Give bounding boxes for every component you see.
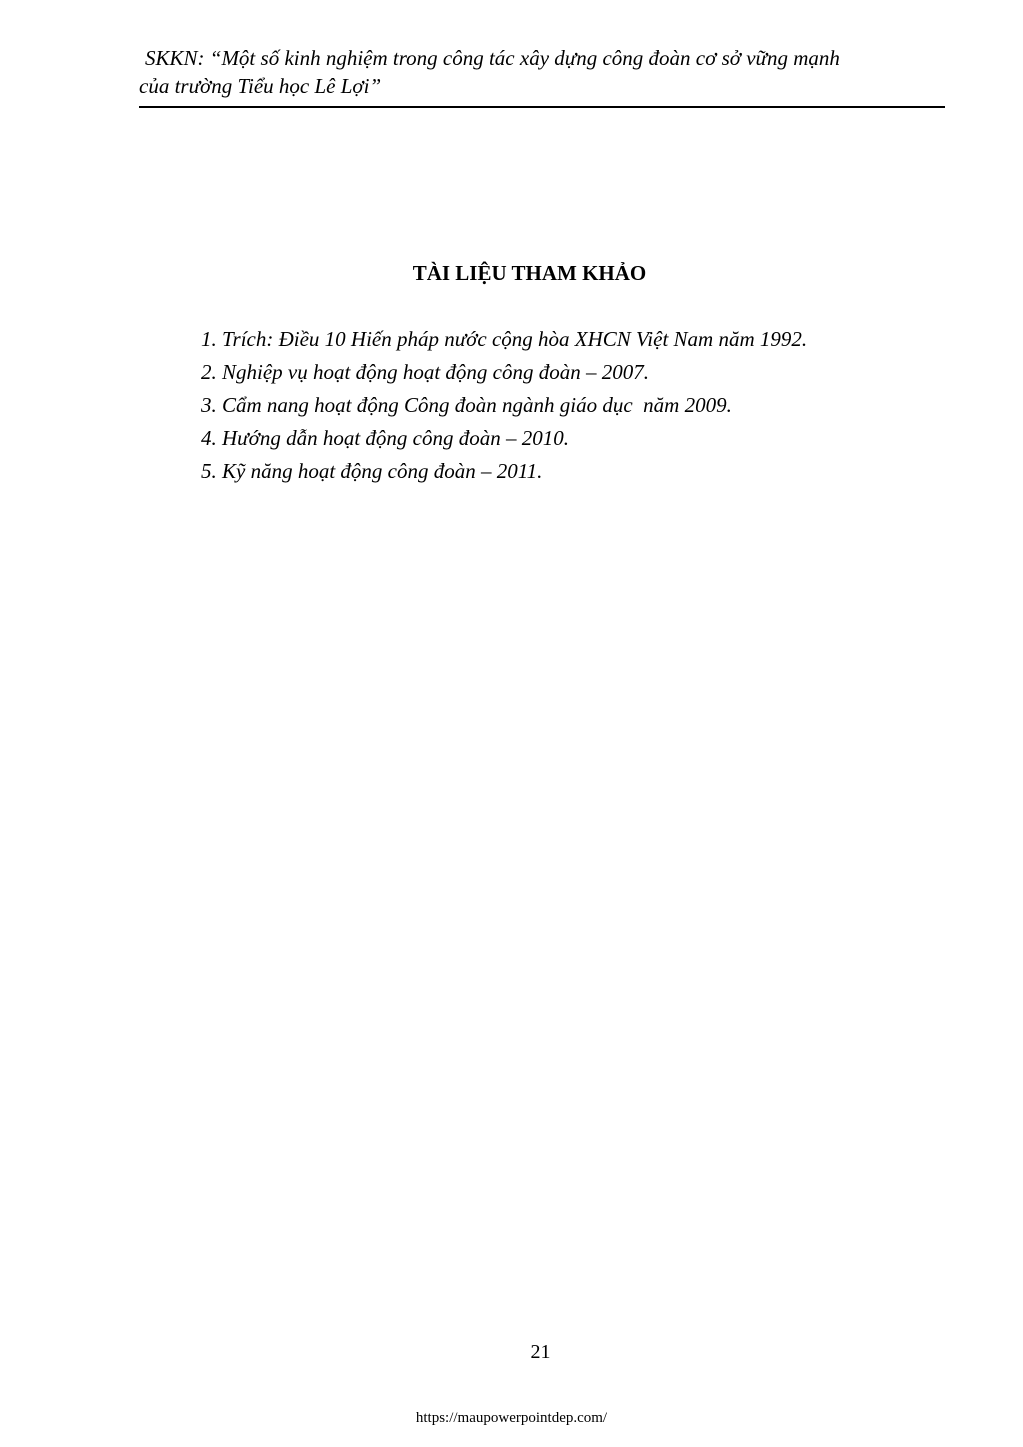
header-line-1: SKKN: “Một số kinh nghiệm trong công tác xây dựng công đoàn cơ sở vững mạnh xyxy=(145,46,840,70)
reference-item-3: 3. Cẩm nang hoạt động Công đoàn ngành giáo dục năm 2009. xyxy=(201,393,732,417)
reference-item-4: 4. Hướng dẫn hoạt động công đoàn – 2010. xyxy=(201,426,569,450)
reference-list xyxy=(201,323,807,488)
header-line-2: của trường Tiểu học Lê Lợi” xyxy=(139,74,382,98)
header-divider xyxy=(139,106,945,108)
reference-item-5: 5. Kỹ năng hoạt động công đoàn – 2011. xyxy=(201,459,543,483)
running-header xyxy=(139,44,945,100)
reference-item-2: 2. Nghiệp vụ hoạt động hoạt động công đoàn – 2007. xyxy=(201,360,649,384)
section-title: TÀI LIỆU THAM KHẢO xyxy=(412,261,647,285)
page-number: 21 xyxy=(530,1341,551,1363)
reference-item-1: 1. Trích: Điều 10 Hiến pháp nước cộng hòa XHCN Việt Nam năm 1992. xyxy=(201,327,808,351)
footer-url[interactable]: https://maupowerpointdep.com/ xyxy=(415,1410,608,1426)
